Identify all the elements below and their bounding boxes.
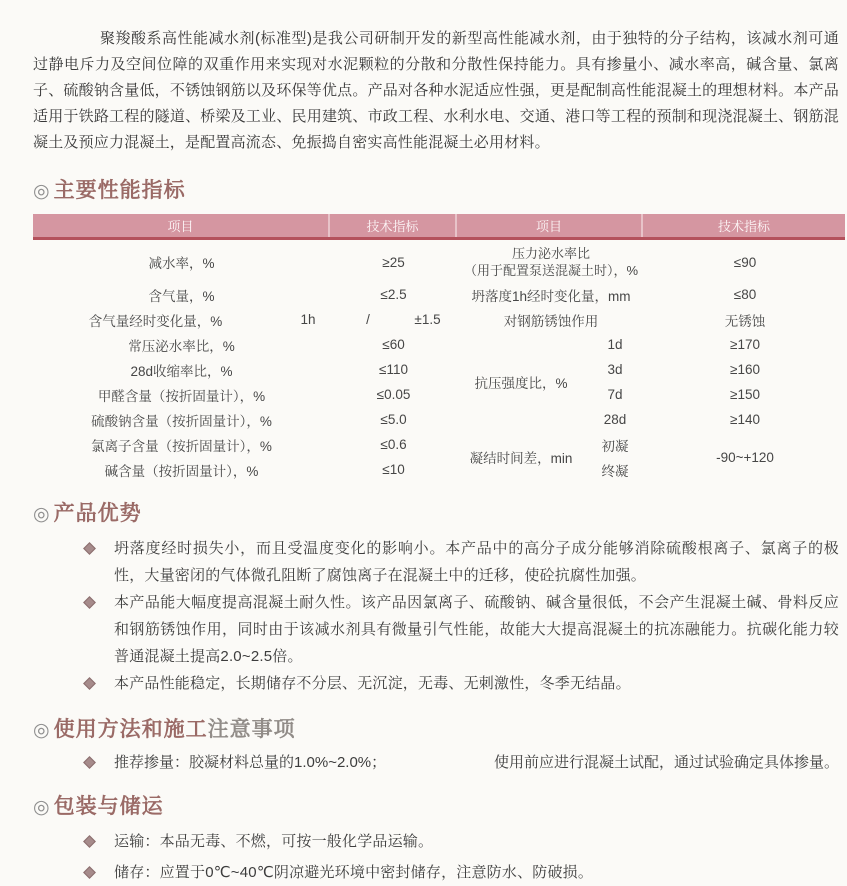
diamond-bullet-icon xyxy=(83,542,96,555)
row-label: 28d收缩率比，% xyxy=(130,363,233,379)
list-item-text: 坍落度经时损失小，而且受温度变化的影响小。本产品中的高分子成分能够消除硫酸根离子、氯离子的极性，大量密闭的气体微孔阻断了腐蚀离子在混凝土中的迁移，使砼抗腐性加强。 xyxy=(114,540,839,584)
column-header: 项目 xyxy=(33,214,330,237)
row-value: ±1.5 xyxy=(414,312,441,327)
list-item-text: 本产品能大幅度提高混凝土耐久性。该产品因氯离子、硫酸钠、碱含量很低，不会产生混凝土碱、骨料反应和钢筋锈蚀作用，同时由于该减水剂具有微量引气性能，故能大大提高混凝土的抗冻融能力。抗碳化能力较普通混凝土提高2.0~2.5倍。 xyxy=(114,594,839,665)
table-row xyxy=(33,457,457,482)
section-title-text: 使用方法和施工 xyxy=(53,718,208,741)
row-label: 减水率，% xyxy=(148,256,215,271)
double-circle-icon: ◎ xyxy=(33,720,51,741)
row-value: ≤0.6 xyxy=(380,437,407,452)
table-left-half xyxy=(33,242,457,482)
row-value: ≥140 xyxy=(730,412,760,427)
list-item xyxy=(33,749,839,776)
row-label: 硫酸钠含量（按折固量计），% xyxy=(91,413,272,429)
list-item xyxy=(33,535,839,589)
table-row xyxy=(33,332,457,357)
row-label: 含气量，% xyxy=(148,288,215,304)
row-label: 氯离子含量（按折固量计），% xyxy=(91,438,272,454)
row-value: ≤110 xyxy=(379,362,408,377)
row-label-merged: 凝结时间差，min xyxy=(469,451,573,466)
dosage-text: 推荐掺量：胶凝材料总量的1.0%~2.0%； xyxy=(114,754,387,771)
double-circle-icon: ◎ xyxy=(33,181,51,202)
row-label: 甲醛含量（按折固量计），% xyxy=(97,388,266,404)
row-sublabel: 1h xyxy=(300,312,316,327)
row-value: ≤5.0 xyxy=(380,412,407,427)
column-header: 技术指标 xyxy=(330,214,457,237)
row-value: ≥25 xyxy=(382,254,405,270)
section-title-text: 主要性能指标 xyxy=(53,179,186,202)
section-title-text-faded: 注意事项 xyxy=(207,718,296,741)
row-value: ≥150 xyxy=(730,387,760,402)
row-label: 对钢筋锈蚀作用 xyxy=(503,313,599,329)
section-title-advantages xyxy=(33,497,839,527)
list-item-text: 本产品性能稳定，长期储存不分层、无沉淀，无毒、无刺激性，冬季无结晶。 xyxy=(114,675,631,692)
row-value: ≤10 xyxy=(382,462,405,477)
row-value: ≥170 xyxy=(730,337,760,352)
row-value: ≤2.5 xyxy=(380,287,407,302)
section-title-performance xyxy=(33,174,839,204)
diamond-bullet-icon xyxy=(83,677,96,690)
diamond-bullet-icon xyxy=(83,756,96,769)
table-row xyxy=(33,407,457,432)
row-sublabel: 7d xyxy=(607,387,623,402)
list-item xyxy=(33,670,839,697)
row-sublabel: 1d xyxy=(607,337,623,352)
list-item-text xyxy=(114,749,839,776)
row-value: -90~+120 xyxy=(716,449,774,465)
row-label-line2: （用于配置泵送混凝土时），% xyxy=(463,263,639,278)
row-slash: / xyxy=(366,312,370,327)
row-label-line1: 压力泌水率比 xyxy=(511,246,590,261)
row-sublabel: 初凝 xyxy=(601,438,629,454)
row-value: ≤0.05 xyxy=(376,387,411,402)
column-header: 项目 xyxy=(457,214,643,237)
row-sublabel: 3d xyxy=(607,362,623,377)
table-row xyxy=(33,382,457,407)
section-title-text: 包装与储运 xyxy=(53,795,164,818)
list-item xyxy=(33,828,839,855)
row-label-merged: 抗压强度比，% xyxy=(474,376,568,391)
row-value: ≤80 xyxy=(733,287,757,302)
diamond-bullet-icon xyxy=(83,596,96,609)
list-item xyxy=(33,589,839,670)
row-label: 坍落度1h经时变化量，mm xyxy=(471,288,631,304)
performance-table xyxy=(33,214,845,482)
row-value: ≤90 xyxy=(733,254,757,270)
table-body xyxy=(33,240,845,482)
row-sublabel: 28d xyxy=(603,412,627,427)
row-sublabel: 终凝 xyxy=(601,463,629,479)
row-label: 常压泌水率比，% xyxy=(128,338,235,354)
list-item xyxy=(33,859,839,886)
diamond-bullet-icon xyxy=(83,835,96,848)
row-value: 无锈蚀 xyxy=(724,313,766,329)
column-header: 技术指标 xyxy=(717,219,770,234)
list-item-text: 运输：本品无毒、不燃，可按一般化学品运输。 xyxy=(114,833,434,850)
row-label: 碱含量（按折固量计），% xyxy=(104,463,259,479)
list-item-text: 储存：应置于0℃~40℃阴凉避光环境中密封储存，注意防水、防破损。 xyxy=(114,864,594,881)
table-header-row xyxy=(33,214,845,240)
advantages-list xyxy=(33,535,839,697)
double-circle-icon: ◎ xyxy=(33,797,51,818)
table-right-half xyxy=(457,242,845,482)
table-row xyxy=(33,357,457,382)
table-row xyxy=(33,432,457,457)
table-row xyxy=(33,307,457,332)
intro-paragraph: 聚羧酸系高性能减水剂(标准型)是我公司研制开发的新型高性能减水剂，由于独特的分子结构，该减水剂可通过静电斥力及空间位障的双重作用来实现对水泥颗粒的分散和分散性保持能力。具有掺量小、减水率高，碱含量、氯离子、硫酸钠含量低，不锈蚀钢筋以及环保等优点。产品对各种水泥适应性强，更是配制高性能混凝土的理想材料。本产品适用于铁路工程的隧道、桥梁及工业、民用建筑、市政工程、水利水电、交通、港口等工程的预制和现浇混凝土、钢筋混凝土及预应力混凝土，是配置高流态、免振捣自密实高性能混凝土必用材料。 xyxy=(33,30,839,151)
double-circle-icon: ◎ xyxy=(33,504,51,525)
diamond-bullet-icon xyxy=(83,866,96,879)
row-value: ≤60 xyxy=(382,337,405,352)
trial-note-text: 使用前应进行混凝土试配，通过试验确定具体掺量。 xyxy=(493,754,839,771)
section-title-usage xyxy=(33,713,839,743)
section-title-packaging xyxy=(33,790,839,820)
row-label: 含气量经时变化量，% xyxy=(88,313,223,329)
row-value: ≥160 xyxy=(730,362,760,377)
section-title-text: 产品优势 xyxy=(53,502,142,525)
table-row xyxy=(33,282,457,307)
row-label xyxy=(457,242,645,282)
table-row xyxy=(33,242,457,282)
